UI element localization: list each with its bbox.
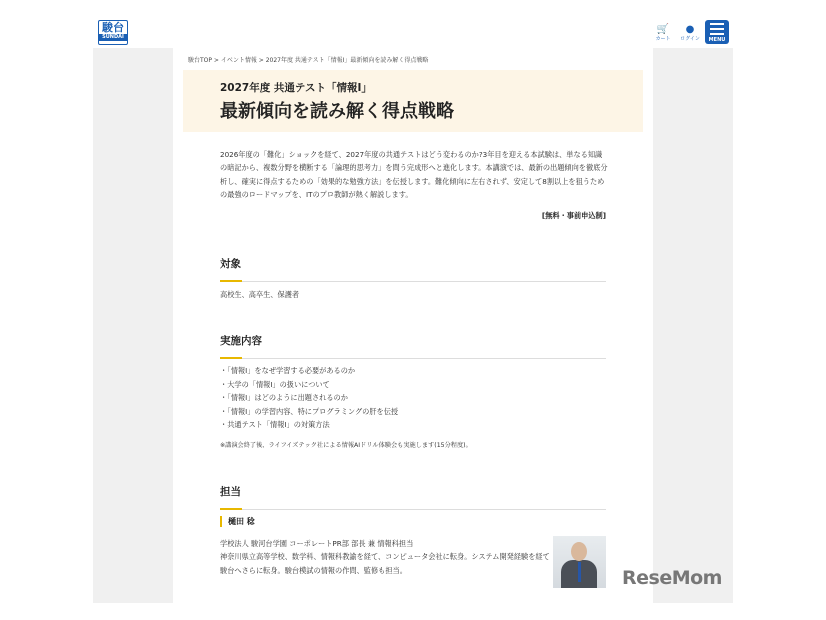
speaker-photo bbox=[553, 536, 606, 588]
cart-icon: 🛒 bbox=[656, 24, 670, 35]
list-item: ・「情報Ⅰ」はどのように出題されるのか bbox=[220, 393, 348, 402]
intro-text: 2026年度の「難化」ショックを経て、2027年度の共通テストはどう変わるのか?3年目を迎える本試験は、単なる知識の暗記から、複数分野を横断する「論理的思考力」を問う完成形へと進化します。本講演では、最新の出題傾向を徹底分析し、確実に得点するための「効果的な勉強方法」を伝授します。難化傾向に左右されず、安定して8割以上を狙うための最強のロードマップを、ITのプロ教師が熱く解説します。 bbox=[220, 150, 608, 200]
hero-subtitle: 2027年度 共通テスト「情報Ⅰ」 bbox=[220, 82, 372, 94]
login-button[interactable]: ● ログイン bbox=[677, 24, 703, 42]
speaker-name: 樋田 稔 bbox=[220, 516, 255, 527]
list-item: ・「情報Ⅰ」の学習内容、特にプログラミングの肝を伝授 bbox=[220, 406, 399, 416]
content-note: ※講演会終了後、ライフイズテック社による情報AIドリル体験会も実施します(15分程度)。 bbox=[220, 442, 472, 449]
breadcrumb[interactable]: 駿台TOP > イベント情報 > 2027年度 共通テスト「情報Ⅰ」最新傾向を読み解く得点戦略 bbox=[188, 57, 429, 64]
user-icon: ● bbox=[685, 24, 695, 35]
list-item: ・「情報Ⅰ」をなぜ学習する必要があるのか bbox=[220, 366, 356, 375]
content-heading: 実施内容 bbox=[220, 333, 606, 359]
sundai-logo[interactable]: 駿台 SUNDAI bbox=[98, 20, 128, 45]
list-item: ・共通テスト「情報Ⅰ」の対策方法 bbox=[220, 420, 330, 429]
page-title: 最新傾向を読み解く得点戦略 bbox=[220, 101, 454, 122]
hero-banner bbox=[183, 70, 643, 132]
target-text: 高校生、高卒生、保護者 bbox=[220, 290, 300, 299]
menu-button[interactable]: MENU bbox=[705, 20, 729, 44]
cart-button[interactable]: 🛒 カート bbox=[650, 24, 676, 42]
speaker-bio: 学校法人 駿河台学園 コーポレートPR部 部長 兼 情報科担当 神奈川県立高等学校、数学科、情報科教諭を経て、コンピュータ会社に転身。システム開発経験を経て 駿台へさらに転身。駿台模試の情報の作問、監修も担当。 bbox=[220, 539, 550, 575]
target-heading: 対象 bbox=[220, 256, 606, 282]
speaker-heading: 担当 bbox=[220, 484, 606, 510]
list-item: ・大学の「情報Ⅰ」の扱いについて bbox=[220, 379, 330, 389]
resemom-watermark: ReseMom bbox=[622, 567, 722, 589]
content-list bbox=[220, 364, 608, 432]
fee-note: [無料・事前申込制] bbox=[541, 211, 606, 220]
